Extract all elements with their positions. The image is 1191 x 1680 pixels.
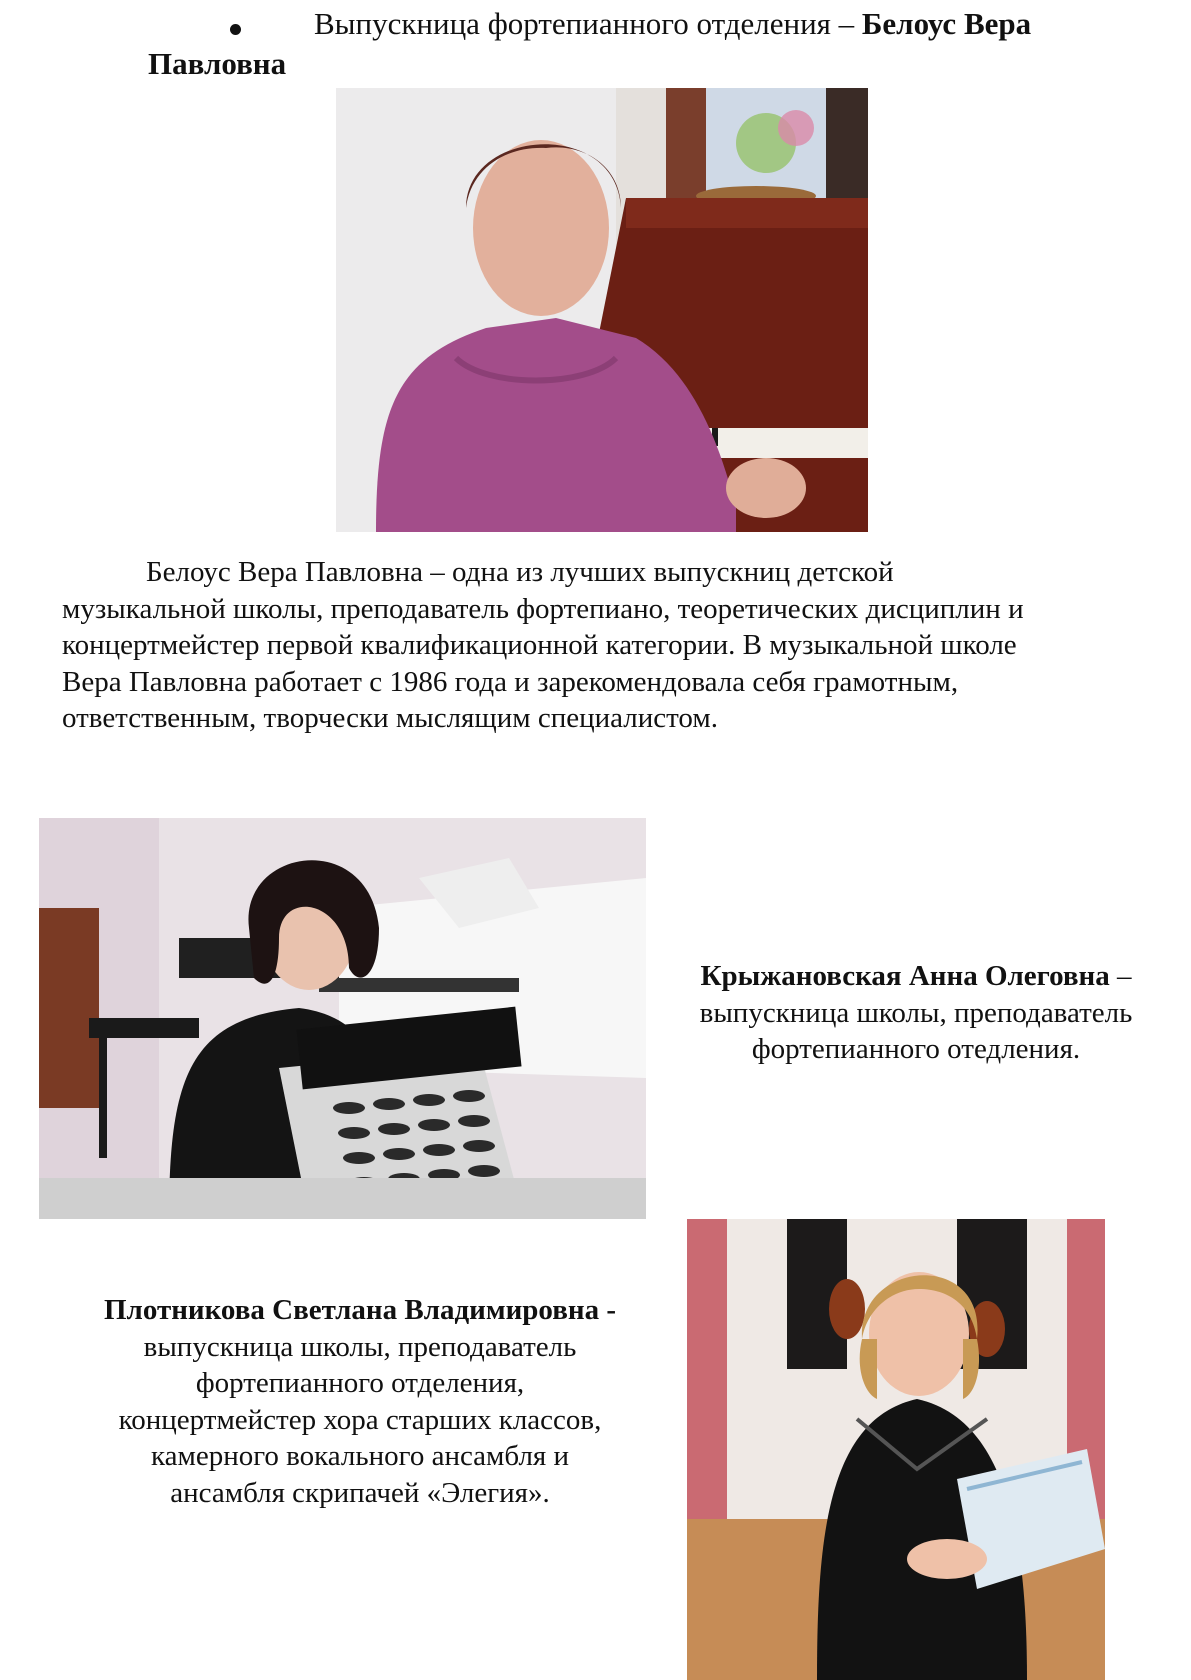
bio-paragraph-belous [62,554,1172,737]
caption3-line6: ансамбля скрипачей «Элегия». [170,1476,550,1509]
photo-plotnikova [687,1219,1105,1680]
caption3-line1 [40,1292,680,1329]
heading-name-part2: Павловна [148,46,287,81]
bio-line-1: Белоус Вера Павловна – одна из лучших выпускниц детской [146,556,894,588]
heading-name-part1: Белоус Вера [861,6,1032,41]
caption-kryzhanovskaya [660,958,1172,1068]
bullet-icon [230,24,241,35]
photo-kryzhanovskaya-illustration [39,818,646,1219]
caption3-line4: концертмейстер хора старших классов, [118,1403,602,1436]
caption3-line2: выпускница школы, преподаватель [143,1330,577,1363]
bio-line [62,554,1172,591]
caption2-name: Крыжановская Анна Олеговна [700,960,1110,992]
photo-kryzhanovskaya [39,818,646,1219]
photo-plotnikova-illustration [687,1219,1105,1680]
caption2-line1 [660,958,1172,995]
heading-bullet-text: Выпускница фортепианного отделения – [314,6,862,41]
bio-line-4: Вера Павловна работает с 1986 года и зарекомендовала себя грамотным, [62,665,959,698]
caption2-line3: фортепианного отедления. [751,1033,1081,1065]
bio-line-5: ответственным, творчески мыслящим специалистом. [62,702,718,734]
photo-belous [336,88,868,532]
caption-plotnikova [40,1292,680,1511]
caption2-dash: – [1109,960,1132,992]
caption3-name: Плотникова Светлана Владимировна - [104,1294,616,1326]
caption2-line2: выпускница школы, преподаватель [699,996,1133,1029]
caption3-line5: камерного вокального ансамбля и [150,1440,570,1472]
caption3-line3: фортепианного отделения, [195,1367,525,1399]
heading-line1 [314,4,1031,44]
bio-line-3: концертмейстер первой квалификационной категории. В музыкальной школе [62,629,1017,661]
bio-line-2: музыкальной школы, преподаватель фортепиано, теоретических дисциплин и [62,592,1024,625]
photo-belous-illustration [336,88,868,532]
